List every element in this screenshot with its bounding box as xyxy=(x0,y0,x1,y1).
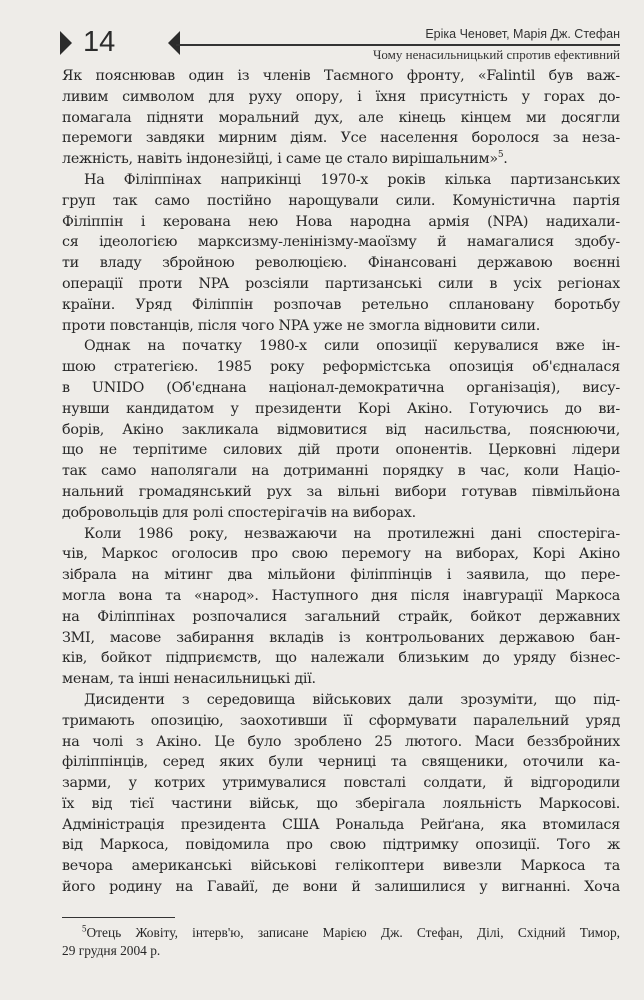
line-text: ся ідеологією марксизму-ленінізму-маоїзму й намагалися здобу- xyxy=(62,234,620,251)
text-line xyxy=(62,732,620,753)
line-text: Як пояснював один із членів Таємного фронту, «Falintil був важ- xyxy=(62,68,620,84)
paragraph xyxy=(62,66,620,170)
line-text: На Філіппінах наприкінці 1970-х років кілька партизанських xyxy=(84,171,620,188)
text-line xyxy=(62,378,620,399)
text-line xyxy=(62,399,620,420)
footnote-text: 29 грудня 2004 р. xyxy=(62,943,161,958)
text-line xyxy=(62,482,620,503)
line-text: Філіппін і керована нею Нова народна армія (NPA) надихали- xyxy=(62,213,620,230)
line-text: ти владу збройною революцією. Фінансовані державою воєнні xyxy=(62,255,620,272)
text-line xyxy=(62,503,620,524)
line-text: операції проти NPA розсіяли партизанські сили в усіх регіонах xyxy=(62,275,620,292)
text-line: лежність, навіть індонезійці, і саме це стало вирішальним»$^5$. xyxy=(62,150,508,168)
text-line xyxy=(62,170,620,191)
text-line xyxy=(62,108,620,129)
text-line xyxy=(62,128,620,149)
line-text: чів, Маркос оголосив про свою перемогу на виборах, Корі Акіно xyxy=(62,546,620,563)
line-text: лежність, навіть індонезійці, і саме це стало вирішальним» xyxy=(62,151,498,168)
text-line xyxy=(62,877,620,898)
line-text: перемоги завдяки мирним діям. Усе населення боролося за неза- xyxy=(62,130,620,147)
line-text: борів, Акіно закликала відмовитися від насильства, пояснюючи, xyxy=(62,421,620,438)
text-line xyxy=(62,607,620,628)
text-line xyxy=(62,336,620,357)
text-line xyxy=(62,773,620,794)
text-line xyxy=(62,815,620,836)
text-line xyxy=(62,835,620,856)
header-book-title: Чому ненасильницький спротив ефективний xyxy=(372,47,620,62)
footnote xyxy=(62,924,620,960)
header-authors: Еріка Ченовет, Марія Дж. Стефан xyxy=(425,27,620,41)
footnote-text: Отець Жовіту, інтерв'ю, записане Марією Дж. Стефан, Ділі, Східний Тимор, xyxy=(86,925,620,940)
text-line xyxy=(62,690,620,711)
line-text: зібрала на мітинг два мільйони філіппінців і заявила, що пере- xyxy=(62,567,620,584)
text-line xyxy=(62,648,620,669)
body-text xyxy=(62,66,620,898)
text-line xyxy=(62,586,620,607)
line-text: країни. Уряд Філіппін розпочав ретельно сплановану боротьбу xyxy=(62,296,620,313)
line-text: проти повстанців, після чого NPA уже не змогла відновити сили. xyxy=(62,317,541,334)
text-line xyxy=(62,669,620,690)
line-text: його родину на Гавайї, де вони й залишилися у вигнанні. Хоча xyxy=(62,879,620,896)
line-text: нальний громадянський рух за вільні вибори готував півмільйона xyxy=(62,483,620,500)
line-text: на Філіппінах розпочалися загальний страйк, бойкот державних xyxy=(62,608,620,625)
line-text: від Маркоса, повідомила про свою підтримку опозиції. Того ж xyxy=(62,837,620,854)
text-line xyxy=(62,191,620,212)
footnote-line xyxy=(62,924,620,942)
text-line xyxy=(62,232,620,253)
paragraph xyxy=(62,690,620,898)
text-line xyxy=(62,295,620,316)
text-line xyxy=(62,420,620,441)
footnote-number: 5 xyxy=(82,923,87,934)
line-text: зарми, у котрих утримувалися повсталі солдати, й відгородили xyxy=(62,775,620,792)
text-line xyxy=(62,212,620,233)
line-text: так само наполягали на дотриманні порядку в час, коли Націо- xyxy=(62,463,620,480)
header-rule xyxy=(176,44,620,46)
text-line xyxy=(62,628,620,649)
line-text: Коли 1986 року, незважаючи на протилежні дані спостеріга- xyxy=(84,525,620,542)
line-text: помагала підняти моральний дух, але кінець кінцем ми досягли xyxy=(62,109,620,126)
line-text: тримають опозицію, заохотивши її сформувати паралельний уряд xyxy=(62,712,620,729)
line-text: Однак на початку 1980-х сили опозиції керувалися вже ін- xyxy=(84,338,620,355)
paragraph xyxy=(62,170,620,336)
line-text: що не терпітиме силових дій проти опонентів. Церковні лідери xyxy=(62,442,620,459)
text-line xyxy=(62,524,620,545)
text-line xyxy=(62,87,620,108)
text-line xyxy=(62,274,620,295)
text-line xyxy=(62,856,620,877)
line-text: вечора американські військові гелікоптери вивезли Маркоса та xyxy=(62,858,620,875)
text-line xyxy=(62,357,620,378)
line-text: Адміністрація президента США Рональда Рейґана, яка втомилася xyxy=(62,816,620,833)
line-text: Дисиденти з середовища військових дали зрозуміти, що під- xyxy=(84,691,620,708)
line-text: філіппінців, серед яких були черниці та священики, оточили ка- xyxy=(62,754,620,771)
paragraph xyxy=(62,336,620,523)
text-line xyxy=(62,316,620,337)
line-text: шою стратегією. 1985 року реформістська опозиція об'єдналася xyxy=(62,359,620,376)
text-line xyxy=(62,794,620,815)
line-text: ків, бойкот підприємств, що належали близьким до уряду бізнес- xyxy=(62,650,620,667)
footnote-rule xyxy=(62,917,175,918)
line-text: їх від тієї частини військ, що зберігала лояльність Маркосові. xyxy=(62,795,620,812)
text-line xyxy=(62,66,620,87)
line-text: добровольців для ролі спостерігачів на виборах. xyxy=(62,504,416,521)
text-line xyxy=(62,711,620,732)
text-line xyxy=(62,544,620,565)
triangle-left-icon xyxy=(168,31,180,55)
line-text: на чолі з Акіно. Це було зроблено 25 лютого. Маси беззбройних xyxy=(62,733,620,750)
page-number: 14 xyxy=(83,26,116,58)
text-line xyxy=(62,752,620,773)
text-line xyxy=(62,440,620,461)
text-line xyxy=(62,565,620,586)
footnote-line xyxy=(62,942,620,960)
line-text: менам, та інші ненасильницькі дії. xyxy=(62,671,316,688)
running-header xyxy=(0,0,644,70)
paragraph xyxy=(62,524,620,690)
footnote-reference[interactable]: 5 xyxy=(497,150,504,161)
triangle-right-icon xyxy=(60,31,72,55)
line-text: могла вона та «народ». Наступного дня після інавгурації Маркоса xyxy=(62,587,620,604)
line-text: ЗМІ, масове забирання вкладів із контрольованих державою бан- xyxy=(62,629,620,646)
text-line xyxy=(62,461,620,482)
line-text: в UNIDO (Об'єднана націонал-демократична організація), вису- xyxy=(62,379,620,396)
line-text: ливим символом для руху опору, і їхня присутність у горах до- xyxy=(62,88,620,105)
line-text: груп так само постійно нарощували сили. Комуністична партія xyxy=(62,192,620,209)
line-text: нувши кандидатом у президенти Корі Акіно. Готуючись до ви- xyxy=(62,400,620,417)
text-line xyxy=(62,253,620,274)
